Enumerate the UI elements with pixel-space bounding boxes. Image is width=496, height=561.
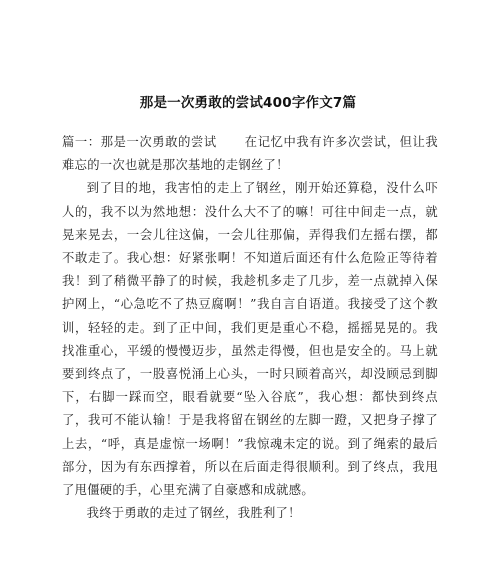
paragraph-1 [62, 131, 438, 177]
paragraph-2: 到了目的地，我害怕的走上了钢丝，刚开始还算稳，没什么吓人的，我不以为然地想：没什么大不了的嘛！可往中间走一点，就晃来晃去，一会儿往这偏，一会儿往那偏，弄得我们左摇右摆，都不敢走了。我心想：好紧张啊！不知道后面还有什么危险正等待着我！到了稍微平静了的时候，我趁机多走了几步，差一点就掉入保护网上，“心急吃不了热豆腐啊！”我自言自语道。我接受了这个教训，轻轻的走。到了正中间，我们更是重心不稳，摇摇晃晃的。我找准重心，平缓的慢慢迈步，虽然走得慢，但也是安全的。马上就要到终点了，一股喜悦涌上心头，一时只顾着高兴，却没顾忌到脚下，右脚一踩而空，眼看就要“坠入谷底”，我心想：都快到终点了，我可不能认输！于是我将留在钢丝的左脚一蹬，又把身子撑了上去，“呼，真是虚惊一场啊！”我惊魂未定的说。到了绳索的最后部分，因为有东西撑着，所以在后面走得很顺利。到了终点，我甩了甩僵硬的手，心里充满了自豪感和成就感。 [62, 181, 438, 498]
paragraph-1-text: 在记忆中我有许多次尝试，但让我难忘的一次也就是那次基地的走钢丝了！ [62, 135, 438, 173]
document-body [62, 131, 438, 525]
document-title: 那是一次勇敢的尝试400字作文7篇 [139, 95, 357, 111]
paragraph-3: 我终于勇敢的走过了钢丝，我胜利了！ [86, 506, 301, 521]
article-label: 篇一：那是一次勇敢的尝试 [62, 135, 217, 149]
